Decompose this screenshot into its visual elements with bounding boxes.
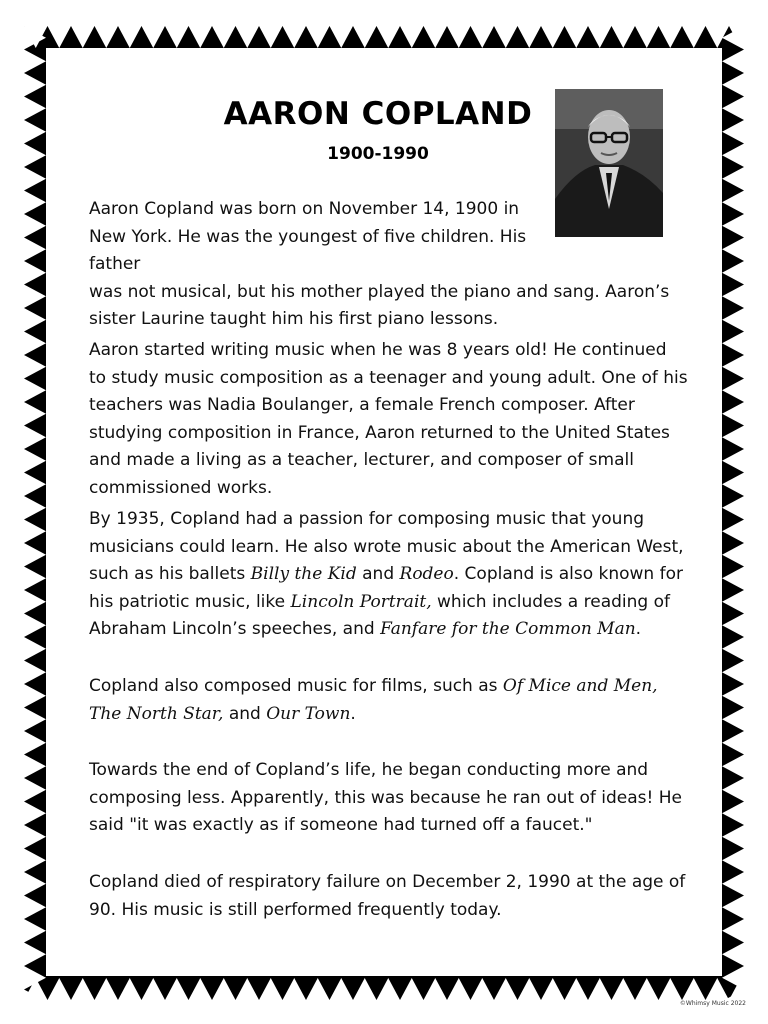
work-title: Billy the Kid	[250, 564, 357, 584]
text-span: .	[635, 619, 642, 639]
text-span: .	[350, 703, 356, 724]
text-span: and	[356, 564, 400, 584]
paragraph-career	[89, 506, 694, 644]
paragraph-birth-rest: was not musical, but his mother played the piano and sang. Aaron’s sister Laurine taught him his first piano lessons.	[89, 281, 670, 329]
work-title: Lincoln Portrait,	[290, 591, 432, 612]
paragraph-late-life: Towards the end of Copland’s life, he began conducting more and composing less. Apparently, this was because he ran out of ideas! He said "it was exactly as if someone had turned off a faucet."	[89, 760, 682, 835]
text-span: which includes a reading of Abraham Lincoln’s speeches, and	[89, 591, 670, 639]
film-titles: Of Mice and Men, The North Star,	[89, 676, 658, 724]
text-span: Copland also composed music for films, such as	[89, 676, 503, 696]
work-title: Fanfare for the Common Man	[380, 619, 636, 639]
paragraph-films	[89, 673, 689, 728]
text-span: By 1935, Copland had a passion for composing music that young musicians could learn. He also wrote music about the American West, such as his ballets	[89, 509, 684, 584]
text-span: . Copland is also known for his patriotic music, like	[89, 564, 683, 612]
paragraph-birth-lead: Aaron Copland was born on November 14, 1900 in New York. He was the youngest of five children. His father	[89, 199, 527, 274]
paragraph-birth	[89, 196, 689, 334]
text-span: and	[223, 703, 267, 724]
paragraph-death: Copland died of respiratory failure on December 2, 1990 at the age of 90. His music is still performed frequently today.	[89, 872, 686, 920]
paragraph-early-music: Aaron started writing music when he was 8 years old! He continued to study music composition as a teenager and young adult. One of his teachers was Nadia Boulanger, a female French composer. After studying composition in France, Aaron returned to the United States and made a living as a teacher, lecturer, and composer of small commissioned works.	[89, 340, 688, 498]
page-title: AARON COPLAND	[223, 96, 533, 132]
life-years: 1900-1990	[327, 144, 429, 164]
film-title: Our Town	[266, 703, 351, 724]
copyright-notice: ©Whimsy Music 2022	[679, 1000, 746, 1007]
work-title: Rodeo	[399, 564, 454, 584]
